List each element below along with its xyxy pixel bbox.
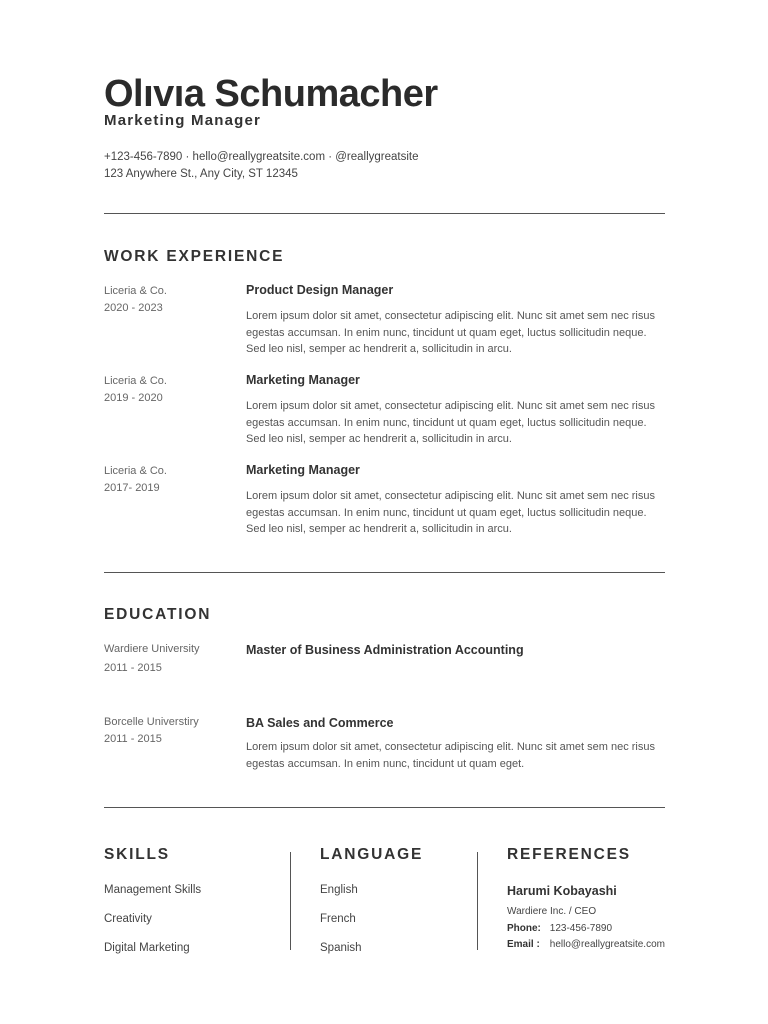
language-column [320,846,470,954]
column-divider [477,852,478,950]
skills-heading: SKILLS [104,846,170,863]
divider [104,572,665,573]
language-item: English [320,884,358,896]
work-description: Lorem ipsum dolor sit amet, consectetur adipiscing elit. Nunc sit amet sem nec risus egestas accumsan. In enim nunc, tincidunt ut quam eget, luctus sollicitudin neque. Sed leo nisl, semper ac hendrerit a, sollicitudin in arcu. [246,490,655,535]
education-school: Wardiere University [104,643,200,655]
work-description: Lorem ipsum dolor sit amet, consectetur adipiscing elit. Nunc sit amet sem nec risus egestas accumsan. In enim nunc, tincidunt ut quam eget, luctus sollicitudin neque. Sed leo nisl, semper ac hendrerit a, sollicitudin in arcu. [246,400,655,445]
language-heading: LANGUAGE [320,846,424,863]
work-title: Product Design Manager [246,283,394,297]
phone-value: 123-456-7890 [549,923,613,934]
email-value: hello@reallygreatsite.com [549,939,665,950]
language-item: Spanish [320,942,362,954]
education-school: Borcelle Universtiry [104,716,199,728]
education-degree: BA Sales and Commerce [246,716,394,730]
skill-item: Management Skills [104,884,202,896]
divider [104,807,665,808]
reference-email [507,939,665,950]
work-years: 2020 - 2023 [104,302,163,314]
reference-company: Wardiere Inc. / CEO [507,906,597,917]
work-company: Liceria & Co. [104,285,167,297]
reference-phone [507,923,612,934]
work-org [104,463,167,497]
divider [104,213,665,214]
candidate-name: Olıvıa Schumacher [104,73,438,115]
education-degree: Master of Business Administration Accounting [246,643,524,657]
candidate-role: Marketing Manager [104,112,262,129]
reference-name: Harumi Kobayashi [507,884,617,898]
education-org [104,714,199,748]
education-years: 2011 - 2015 [104,733,162,745]
work-title: Marketing Manager [246,373,360,387]
work-company: Liceria & Co. [104,375,167,387]
education-years: 2011 - 2015 [104,662,162,674]
skills-column [104,846,274,954]
work-description: Lorem ipsum dolor sit amet, consectetur adipiscing elit. Nunc sit amet sem nec risus egestas accumsan. In enim nunc, tincidunt ut quam eget, luctus sollicitudin neque. Sed leo nisl, semper ac hendrerit a, sollicitudin in arcu. [246,310,655,355]
contact-info [104,149,419,183]
contact-line-1: +123-456-7890 · hello@reallygreatsite.com · @reallygreatsite [104,151,419,163]
column-divider [290,852,291,950]
work-company: Liceria & Co. [104,465,167,477]
skill-item: Digital Marketing [104,942,190,954]
work-years: 2019 - 2020 [104,392,163,404]
work-org [104,373,167,407]
references-heading: REFERENCES [507,846,631,863]
phone-label: Phone: [507,923,541,934]
skill-item: Creativity [104,913,152,925]
email-label: Email : [507,939,540,950]
work-years: 2017- 2019 [104,482,160,494]
work-org [104,283,167,317]
work-experience-heading: WORK EXPERIENCE [104,248,285,265]
references-column [507,846,667,950]
education-heading: EDUCATION [104,606,212,623]
education-description: Lorem ipsum dolor sit amet, consectetur adipiscing elit. Nunc sit amet sem nec risus egestas accumsan. In enim nunc, tincidunt ut quam eget. [246,741,655,770]
contact-line-2: 123 Anywhere St., Any City, ST 12345 [104,168,298,180]
work-title: Marketing Manager [246,463,360,477]
education-org [104,641,200,677]
language-item: French [320,913,356,925]
